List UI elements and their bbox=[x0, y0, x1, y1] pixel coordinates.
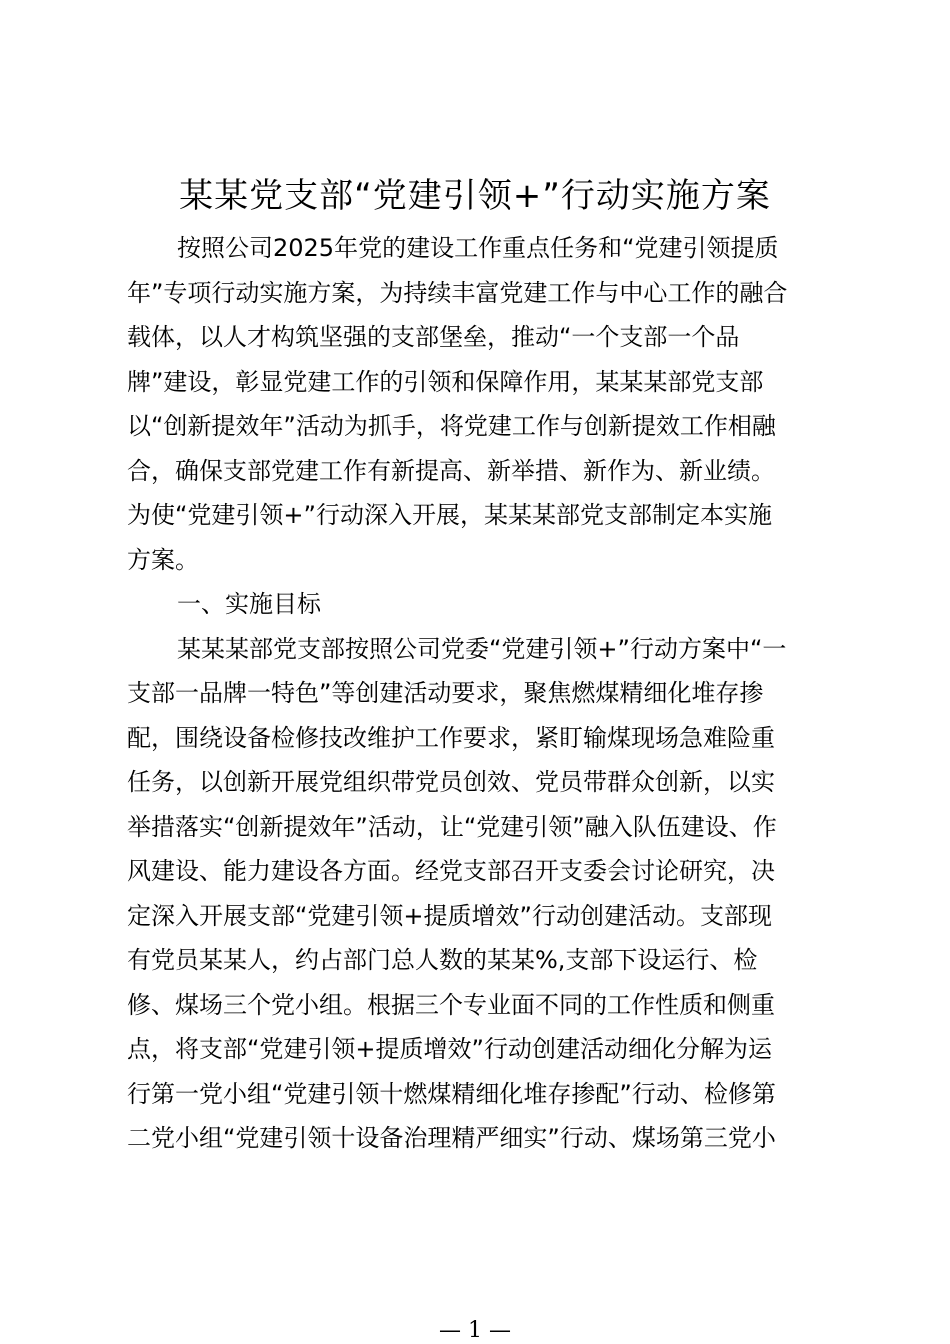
paragraph-line: 年”专项行动实施方案，为持续丰富党建工作与中心工作的融合 bbox=[127, 278, 788, 307]
paragraph-line: 载体，以人才构筑坚强的支部堡垒，推动“一个支部一个品 bbox=[127, 323, 740, 351]
paragraph-line: 风建设、能力建设各方面。经党支部召开支委会讨论研究，决 bbox=[127, 857, 775, 885]
document-body bbox=[127, 226, 827, 1161]
paragraph-line: 配，围绕设备检修技改维护工作要求，紧盯输煤现场急难险重 bbox=[127, 723, 775, 752]
paragraph-line: 方案。 bbox=[127, 545, 199, 574]
paragraph-line: 支部一品牌一特色”等创建活动要求，聚焦燃煤精细化堆存掺 bbox=[127, 679, 764, 707]
paragraph-line: 二党小组“党建引领十设备治理精严细实”行动、煤场第三党小 bbox=[127, 1124, 776, 1152]
section-heading: 一、实施目标 bbox=[177, 590, 321, 618]
paragraph-line: 有党员某某人，约占部门总人数的某某%,支部下设运行、检 bbox=[127, 946, 758, 974]
paragraph-line: 任务，以创新开展党组织带党员创效、党员带群众创新，以实 bbox=[127, 768, 775, 796]
paragraph-line: 举措落实“创新提效年”活动，让“党建引领”融入队伍建设、作 bbox=[127, 812, 777, 841]
paragraph-line: 某某某部党支部按照公司党委“党建引领+”行动方案中“一 bbox=[177, 634, 787, 663]
paragraph-line: 牌”建设，彰显党建工作的引领和保障作用，某某某部党支部 bbox=[127, 367, 764, 396]
paragraph-line: 定深入开展支部“党建引领+提质增效”行动创建活动。支部现 bbox=[127, 901, 772, 930]
paragraph-line: 以“创新提效年”活动为抓手，将党建工作与创新提效工作相融 bbox=[127, 412, 776, 440]
paragraph-line: 按照公司2025年党的建设工作重点任务和“党建引领提质 bbox=[177, 234, 779, 262]
document-title: 某某党支部“党建引领+”行动实施方案 bbox=[179, 176, 771, 216]
page-number: — 1 — bbox=[439, 1318, 511, 1343]
paragraph-line: 合，确保支部党建工作有新提高、新举措、新作为、新业绩。 bbox=[127, 456, 775, 485]
paragraph-line: 点，将支部“党建引领+提质增效”行动创建活动细化分解为运 bbox=[127, 1035, 772, 1063]
paragraph-line: 修、煤场三个党小组。根据三个专业面不同的工作性质和侧重 bbox=[127, 990, 775, 1019]
paragraph-line: 为使“党建引领+”行动深入开展，某某某部党支部制定本实施 bbox=[127, 501, 772, 529]
paragraph-line: 行第一党小组“党建引领十燃煤精细化堆存掺配”行动、检修第 bbox=[127, 1079, 776, 1108]
